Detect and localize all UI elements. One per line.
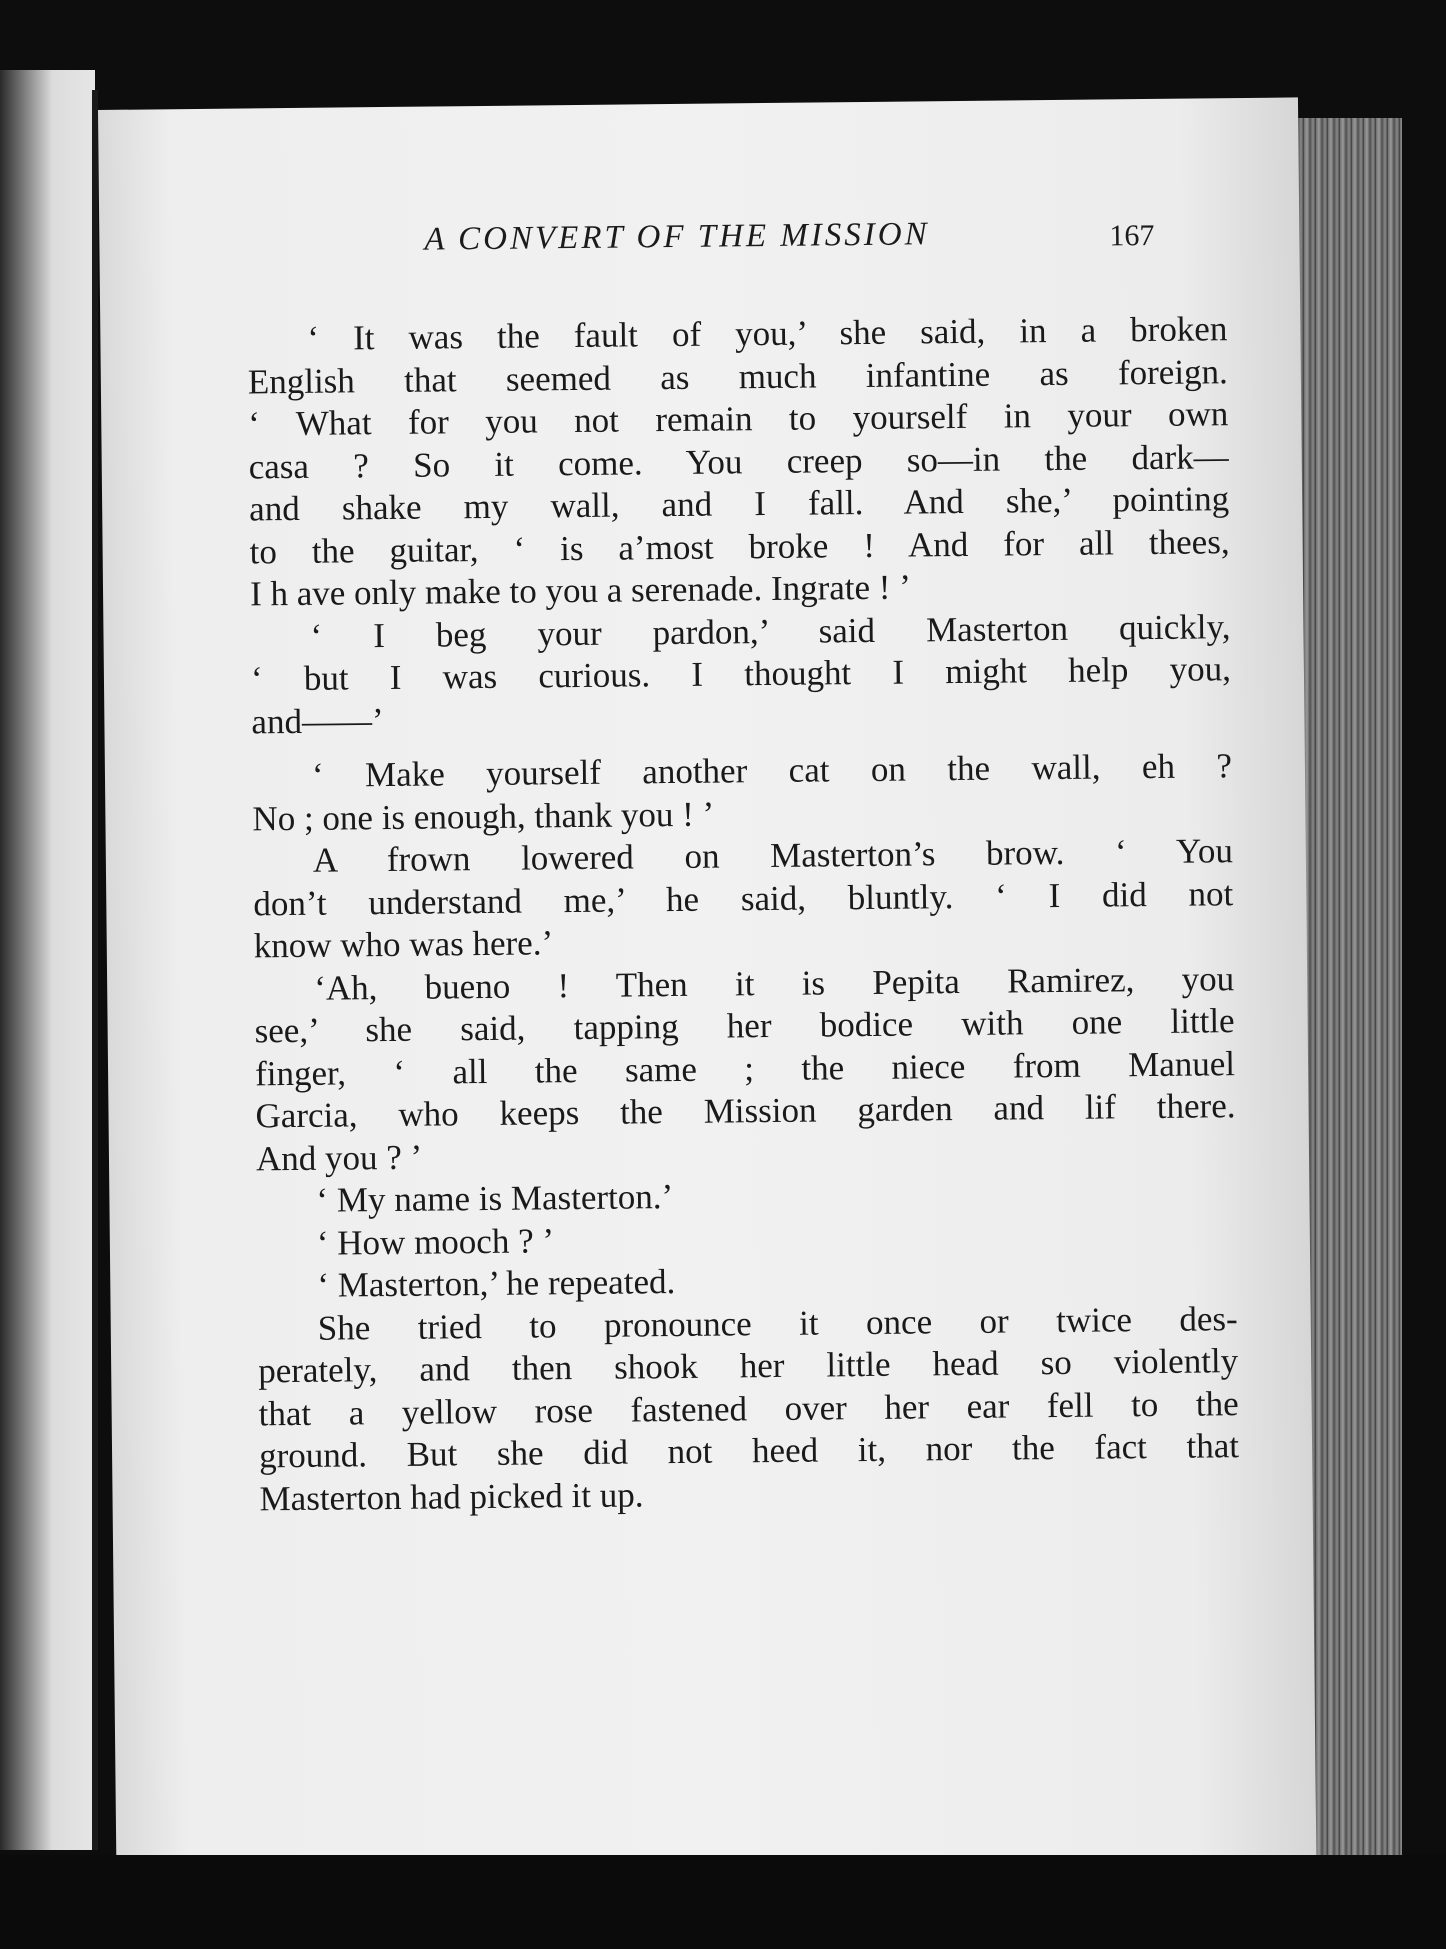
- text-line: A frown lowered on Masterton’s brow. ‘ You: [312, 831, 1234, 880]
- text-line: Masterton had picked it up.: [259, 1474, 644, 1518]
- text-line: ‘ but I was curious. I thought I might help you,: [250, 649, 1232, 699]
- text-line: ‘Ah, bueno ! Then it is Pepita Ramirez, you: [313, 958, 1235, 1008]
- text-line: ‘ How mooch ? ’: [316, 1220, 555, 1263]
- text-line: And you ? ’: [255, 1137, 423, 1178]
- text-line: to the guitar, ‘ is a’most broke ! And for all thees,: [249, 521, 1230, 571]
- page-number: 167: [1109, 218, 1155, 253]
- text-line: No ; one is enough, thank you ! ’: [252, 794, 715, 838]
- text-line: don’t understand me,’ he said, bluntly. ‘ I did not: [253, 873, 1234, 923]
- page-text: [247, 308, 1240, 1520]
- text-line: ground. But she did not heed it, nor the fact that: [258, 1426, 1240, 1476]
- text-line: casa ? So it come. You creep so—in the dark—: [248, 436, 1229, 486]
- text-line: Garcia, who keeps the Mission garden and lif there.: [255, 1086, 1236, 1136]
- text-line: ‘ It was the fault of you,’ she said, in a broken: [307, 309, 1228, 358]
- text-line: see,’ she said, tapping her bodice with one little: [254, 1001, 1235, 1051]
- text-line: and——’: [251, 700, 384, 741]
- text-line: perately, and then shook her little head so violently: [258, 1341, 1239, 1391]
- text-line: and shake my wall, and I fall. And she,’ pointing: [248, 479, 1230, 529]
- text-line: ‘ Make yourself another cat on the wall, eh ?: [311, 746, 1233, 795]
- text-line: finger, ‘ all the same ; the niece from Manuel: [254, 1043, 1236, 1093]
- text-line: I h ave only make to you a serenade. Ingrate ! ’: [249, 567, 912, 614]
- facing-page-edge: [0, 70, 95, 1850]
- book-gutter: [92, 90, 98, 1850]
- running-head: A CONVERT OF THE MISSION: [424, 216, 930, 258]
- book-page: [98, 97, 1316, 1869]
- text-line: know who was here.’: [253, 923, 554, 966]
- text-line: that a yellow rose fastened over her ear fell to the: [258, 1383, 1239, 1433]
- text-line: ‘ I beg your pardon,’ said Masterton quickly,: [310, 606, 1231, 656]
- scan-bottom-shadow: [0, 1855, 1446, 1949]
- text-line: ‘ What for you not remain to yourself in your own: [248, 394, 1229, 444]
- text-line: ‘ My name is Masterton.’: [316, 1177, 674, 1220]
- text-line: English that seemed as much infantine as foreign.: [247, 351, 1229, 401]
- text-line: She tried to pronounce it once or twice des-: [317, 1298, 1238, 1348]
- text-line: ‘ Masterton,’ he repeated.: [317, 1262, 676, 1305]
